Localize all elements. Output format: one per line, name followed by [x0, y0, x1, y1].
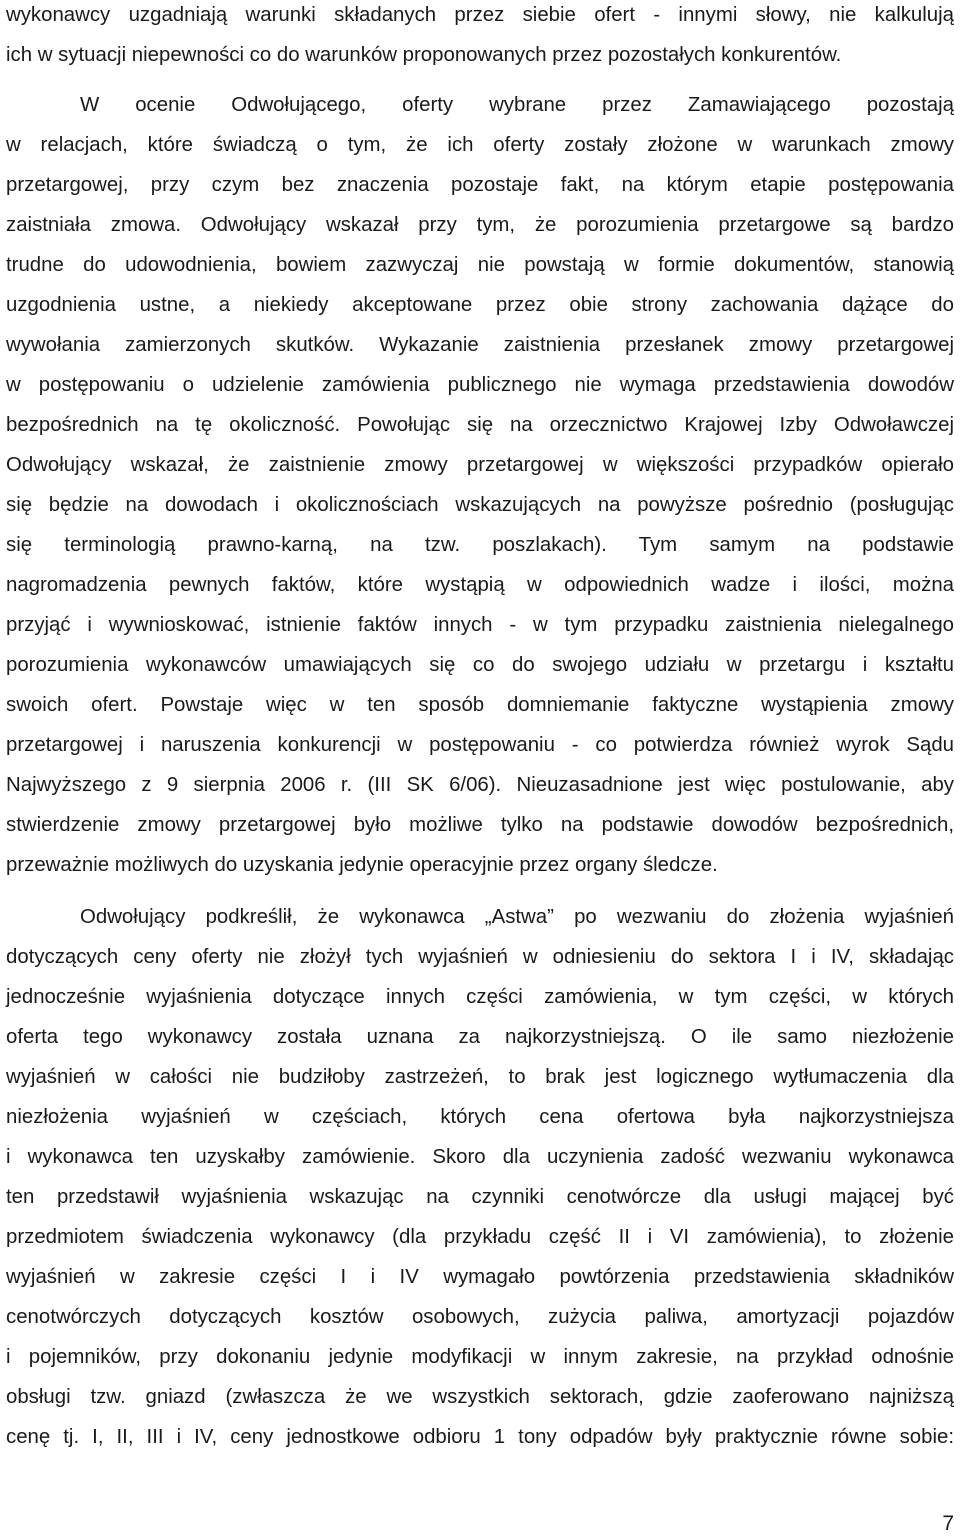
text-line: Odwołujący wskazał, że zaistnienie zmowy przetargowej w większości przypadków opierało [6, 454, 954, 476]
text-line: się będzie na dowodach i okolicznościach wskazujących na powyższe pośrednio (posługując [6, 494, 954, 516]
text-line: wykonawcy uzgadniają warunki składanych przez siebie ofert - innymi słowy, nie kalkulują [6, 4, 954, 26]
text-line: swoich ofert. Powstaje więc w ten sposób domniemanie faktyczne wystąpienia zmowy [6, 694, 954, 716]
text-line: Najwyższego z 9 sierpnia 2006 r. (III SK 6/06). Nieuzasadnione jest więc postulowanie, aby [6, 774, 954, 796]
text-line: się terminologią prawno-karną, na tzw. poszlakach). Tym samym na podstawie [6, 534, 954, 556]
text-line: przyjąć i wywnioskować, istnienie faktów innych - w tym przypadku zaistnienia nielegalnego [6, 614, 954, 636]
text-line: dotyczących ceny oferty nie złożył tych wyjaśnień w odniesieniu do sektora I i IV, składając [6, 946, 954, 968]
text-line: przetargowej i naruszenia konkurencji w postępowaniu - co potwierdza również wyrok Sądu [6, 734, 954, 756]
text-line: nagromadzenia pewnych faktów, które wystąpią w odpowiednich wadze i ilości, można [6, 574, 954, 596]
paragraph-first-line: W ocenie Odwołującego, oferty wybrane przez Zamawiającego pozostają [80, 94, 954, 116]
text-line: ten przedstawił wyjaśnienia wskazując na czynniki cenotwórcze dla usługi mającej być [6, 1186, 954, 1208]
text-line: niezłożenia wyjaśnień w częściach, których cena ofertowa była najkorzystniejsza [6, 1106, 954, 1128]
text-line: cenotwórczych dotyczących kosztów osobowych, zużycia paliwa, amortyzacji pojazdów [6, 1306, 954, 1328]
page-number: 7 [942, 1512, 954, 1535]
text-line: stwierdzenie zmowy przetargowej było możliwe tylko na podstawie dowodów bezpośrednich, [6, 814, 954, 836]
text-line: przedmiotem świadczenia wykonawcy (dla przykładu część II i VI zamówienia), to złożenie [6, 1226, 954, 1248]
text-line: w postępowaniu o udzielenie zamówienia publicznego nie wymaga przedstawienia dowodów [6, 374, 954, 396]
text-line: porozumienia wykonawców umawiających się co do swojego udziału w przetargu i kształtu [6, 654, 954, 676]
text-line: przeważnie możliwych do uzyskania jedynie operacyjnie przez organy śledcze. [6, 854, 718, 876]
text-line: obsługi tzw. gniazd (zwłaszcza że we wszystkich sektorach, gdzie zaoferowano najniższą [6, 1386, 954, 1408]
text-line: przetargowej, przy czym bez znaczenia pozostaje fakt, na którym etapie postępowania [6, 174, 954, 196]
text-line: wyjaśnień w całości nie budziłoby zastrzeżeń, to brak jest logicznego wytłumaczenia dla [6, 1066, 954, 1088]
text-line: trudne do udowodnienia, bowiem zazwyczaj nie powstają w formie dokumentów, stanowią [6, 254, 954, 276]
text-line: wywołania zamierzonych skutków. Wykazanie zaistnienia przesłanek zmowy przetargowej [6, 334, 954, 356]
text-line: i pojemników, przy dokonaniu jedynie modyfikacji w innym zakresie, na przykład odnośnie [6, 1346, 954, 1368]
text-line: wyjaśnień w zakresie części I i IV wymagało powtórzenia przedstawienia składników [6, 1266, 954, 1288]
text-line: ich w sytuacji niepewności co do warunków proponowanych przez pozostałych konkurentów. [6, 44, 842, 66]
text-line: bezpośrednich na tę okoliczność. Powołując się na orzecznictwo Krajowej Izby Odwoławczej [6, 414, 954, 436]
text-line: uzgodnienia ustne, a niekiedy akceptowane przez obie strony zachowania dążące do [6, 294, 954, 316]
text-line: zaistniała zmowa. Odwołujący wskazał przy tym, że porozumienia przetargowe są bardzo [6, 214, 954, 236]
text-line: oferta tego wykonawcy została uznana za najkorzystniejszą. O ile samo niezłożenie [6, 1026, 954, 1048]
text-line: i wykonawca ten uzyskałby zamówienie. Skoro dla uczynienia zadość wezwaniu wykonawca [6, 1146, 954, 1168]
text-line: cenę tj. I, II, III i IV, ceny jednostkowe odbioru 1 tony odpadów były praktycznie równe sobie: [6, 1426, 954, 1448]
text-line: w relacjach, które świadczą o tym, że ich oferty zostały złożone w warunkach zmowy [6, 134, 954, 156]
text-line: jednocześnie wyjaśnienia dotyczące innych części zamówienia, w tym części, w których [6, 986, 954, 1008]
paragraph-first-line: Odwołujący podkreślił, że wykonawca „Astwa” po wezwaniu do złożenia wyjaśnień [80, 906, 954, 928]
